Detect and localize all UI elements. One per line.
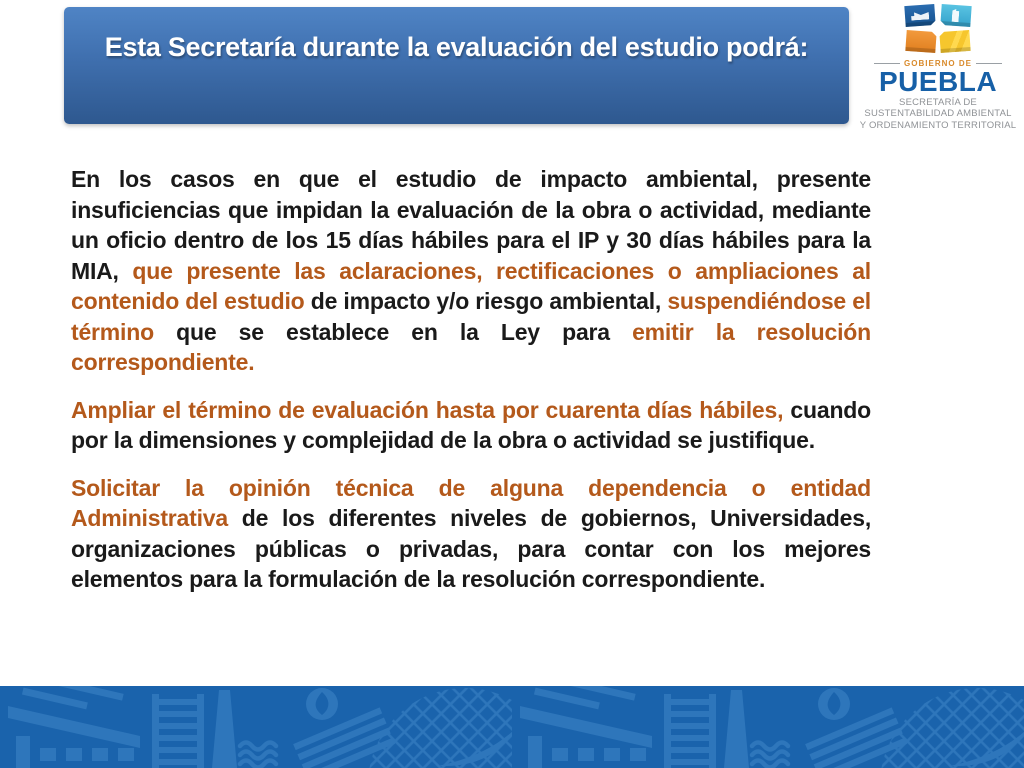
slide-title: Esta Secretaría durante la evaluación del estudio podrá:: [104, 32, 809, 62]
divider-line: [874, 63, 900, 64]
pinwheel-yellow-square-icon: [939, 30, 970, 53]
footer-industry-band: [0, 686, 1024, 768]
paragraph-1: [71, 164, 871, 378]
secretaria-line-3: Y ORDENAMIENTO TERRITORIAL: [859, 119, 1017, 131]
slide-body: [71, 164, 871, 612]
paragraph-2: [71, 395, 871, 456]
text-segment: cuando por la dimensiones y complejidad de la obra o actividad se justifique.: [71, 396, 871, 453]
text-segment: de los diferentes niveles de gobiernos, Universidades, organizaciones públicas o privadas, para contar con los mejores elementos para la formulación de la resolución correspondiente.: [71, 505, 872, 592]
text-segment: suspendiéndose el término: [71, 288, 871, 345]
divider-line: [976, 63, 1002, 64]
text-segment: de impacto y/o riesgo ambiental,: [310, 288, 668, 314]
gobierno-de-label: GOBIERNO DE: [904, 59, 972, 68]
puebla-wordmark: PUEBLA: [878, 66, 998, 97]
text-segment: que se establece en la Ley para: [176, 318, 633, 345]
paragraph-3: [71, 473, 871, 595]
text-segment: que presente las aclaraciones, rectificaciones o ampliaciones al contenido del estudio: [71, 257, 871, 314]
text-segment: Solicitar la opinión técnica de alguna dependencia o entidad Administrativa: [71, 474, 871, 531]
gobierno-puebla-logo: [856, 4, 1020, 131]
secretaria-line-1: SECRETARÍA DE: [899, 96, 977, 108]
text-segment: Ampliar el término de evaluación hasta por cuarenta días hábiles,: [71, 396, 791, 423]
factory-icon: [911, 11, 930, 20]
text-segment: emitir la resolución correspondiente.: [71, 318, 871, 375]
pinwheel-orange-square-icon: [905, 30, 936, 53]
title-banner: [64, 7, 849, 124]
tower-icon: [952, 9, 960, 22]
text-segment: En los casos en que el estudio de impacto ambiental, presente insuficiencias que impidan la evaluación de la obra o actividad, mediante un oficio dentro de los 15 días hábiles para el IP y 30 días hábiles para la MIA,: [71, 166, 871, 284]
secretaria-line-2: SUSTENTABILIDAD AMBIENTAL: [864, 108, 1012, 120]
puebla-pinwheel-icon: [903, 4, 973, 55]
pinwheel-cyan-square-icon: [940, 4, 971, 27]
